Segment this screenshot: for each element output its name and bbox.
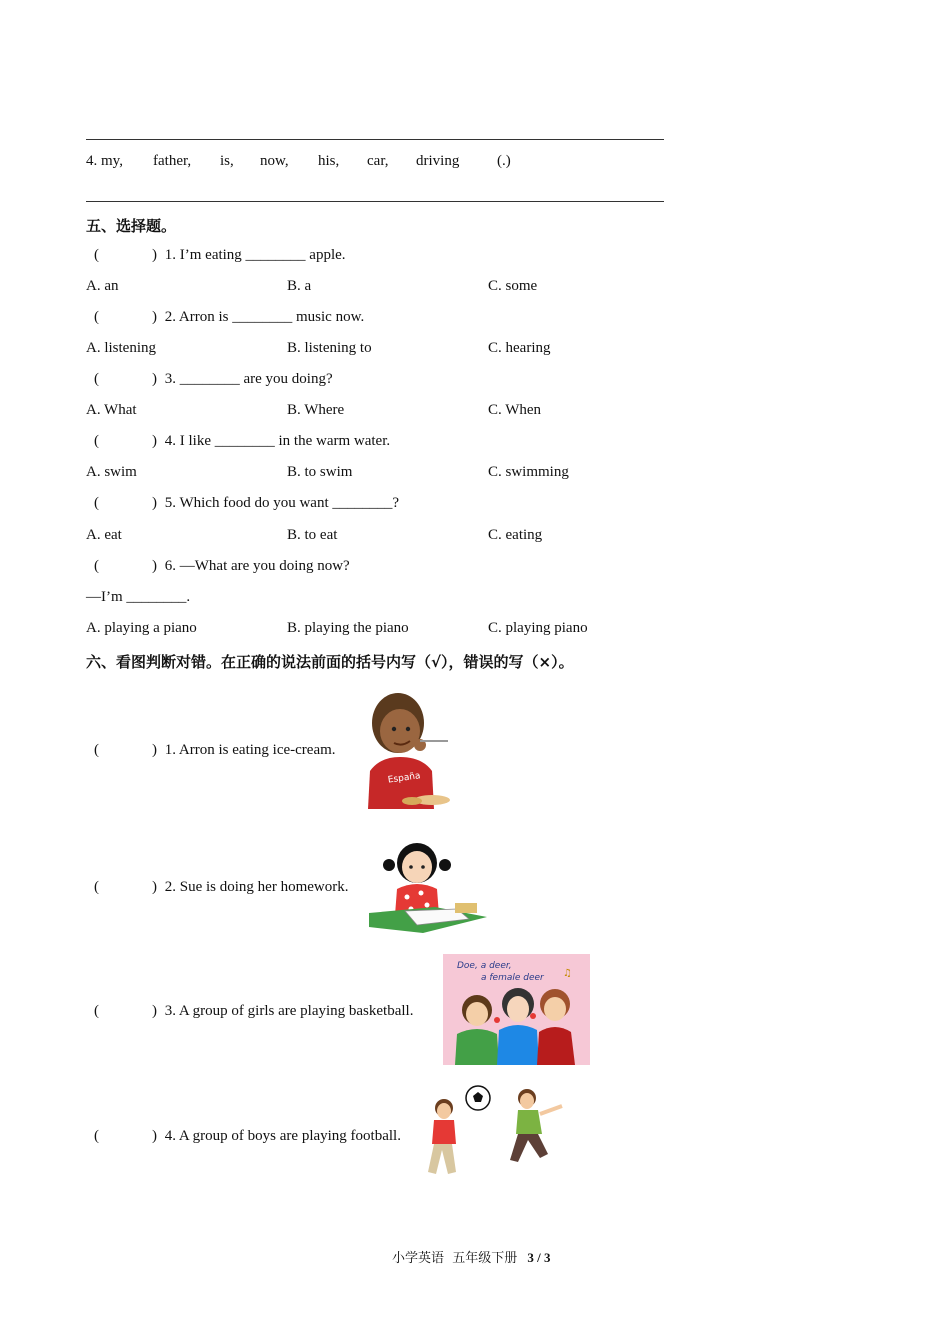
judge-item: ( ) 1. Arron is eating ice-cream. — [94, 742, 336, 758]
answer-line-text: —I’m ________. — [86, 589, 191, 605]
word: car, — [367, 153, 389, 169]
statement-text: 2. Sue is doing her homework. — [164, 879, 349, 895]
option-c[interactable]: C. swimming — [488, 464, 569, 480]
question-text: 2. Arron is ________ music now. — [164, 309, 365, 325]
option-b[interactable]: B. to eat — [287, 527, 338, 543]
statement-text: 4. A group of boys are playing football. — [164, 1128, 401, 1144]
option-c[interactable]: C. hearing — [488, 340, 551, 356]
word: (.) — [497, 153, 511, 169]
page-footer — [392, 1247, 551, 1266]
answer-paren[interactable]: ( — [94, 495, 99, 511]
song-line: a female deer — [481, 973, 544, 983]
answer-paren[interactable]: ( — [94, 309, 99, 325]
question-text: 3. ________ are you doing? — [164, 371, 333, 387]
question-text: 5. Which food do you want ________? — [164, 495, 400, 511]
question-text: 1. I’m eating ________ apple. — [164, 247, 346, 263]
option-c[interactable]: C. some — [488, 278, 538, 294]
option-a[interactable]: A. What — [86, 402, 137, 418]
question-text: 4. I like ________ in the warm water. — [164, 433, 391, 449]
judge-item: ( ) 2. Sue is doing her homework. — [94, 879, 349, 895]
word: father, — [153, 153, 192, 169]
q4-word-list — [0, 153, 950, 175]
footer-label: 小学英语 五年级下册 — [392, 1251, 518, 1266]
option-b[interactable]: B. listening to — [287, 340, 372, 356]
answer-line-q4 — [86, 201, 664, 202]
judge-item: ( ) 4. A group of boys are playing football. — [94, 1128, 401, 1144]
judge-item: ( ) 3. A group of girls are playing basketball. — [94, 1003, 414, 1019]
section-heading: 五、选择题。 — [86, 217, 177, 235]
option-b[interactable]: B. Where — [287, 402, 345, 418]
option-a[interactable]: A. swim — [86, 464, 137, 480]
children-singing-icon — [443, 954, 590, 1065]
statement-text: 1. Arron is eating ice-cream. — [164, 742, 336, 758]
option-c[interactable]: C. playing piano — [488, 620, 588, 636]
option-a[interactable]: A. eat — [86, 527, 122, 543]
answer-paren[interactable]: ( — [94, 879, 99, 895]
section-heading: 六、看图判断对错。在正确的说法前面的括号内写（√），错误的写（×）。 — [86, 653, 574, 671]
answer-paren[interactable]: ( — [94, 247, 99, 263]
answer-paren[interactable]: ( — [94, 1128, 99, 1144]
page-number: 3 / 3 — [527, 1250, 551, 1265]
option-c[interactable]: C. When — [488, 402, 542, 418]
option-c[interactable]: C. eating — [488, 527, 543, 543]
girl-homework-icon — [365, 835, 487, 935]
option-b[interactable]: B. a — [287, 278, 312, 294]
boy-eating-icon — [360, 685, 460, 809]
option-b[interactable]: B. playing the piano — [287, 620, 409, 636]
statement-text: 3. A group of girls are playing basketball. — [164, 1003, 414, 1019]
answer-paren[interactable]: ( — [94, 1003, 99, 1019]
word: 4. my, — [86, 153, 123, 169]
boys-football-icon — [422, 1082, 592, 1182]
option-a[interactable]: A. an — [86, 278, 119, 294]
svg-text:♫: ♫ — [563, 968, 572, 979]
answer-paren[interactable]: ( — [94, 371, 99, 387]
word: now, — [260, 153, 289, 169]
shirt-text: España — [387, 771, 422, 786]
option-b[interactable]: B. to swim — [287, 464, 353, 480]
answer-paren[interactable]: ( — [94, 742, 99, 758]
option-a[interactable]: A. listening — [86, 340, 156, 356]
song-line: Doe, a deer, — [457, 961, 512, 971]
word: is, — [220, 153, 234, 169]
answer-line-top — [86, 139, 664, 140]
option-a[interactable]: A. playing a piano — [86, 620, 197, 636]
word: his, — [318, 153, 340, 169]
word: driving — [416, 153, 460, 169]
answer-paren[interactable]: ( — [94, 558, 99, 574]
question-text: 6. —What are you doing now? — [164, 558, 350, 574]
answer-paren[interactable]: ( — [94, 433, 99, 449]
